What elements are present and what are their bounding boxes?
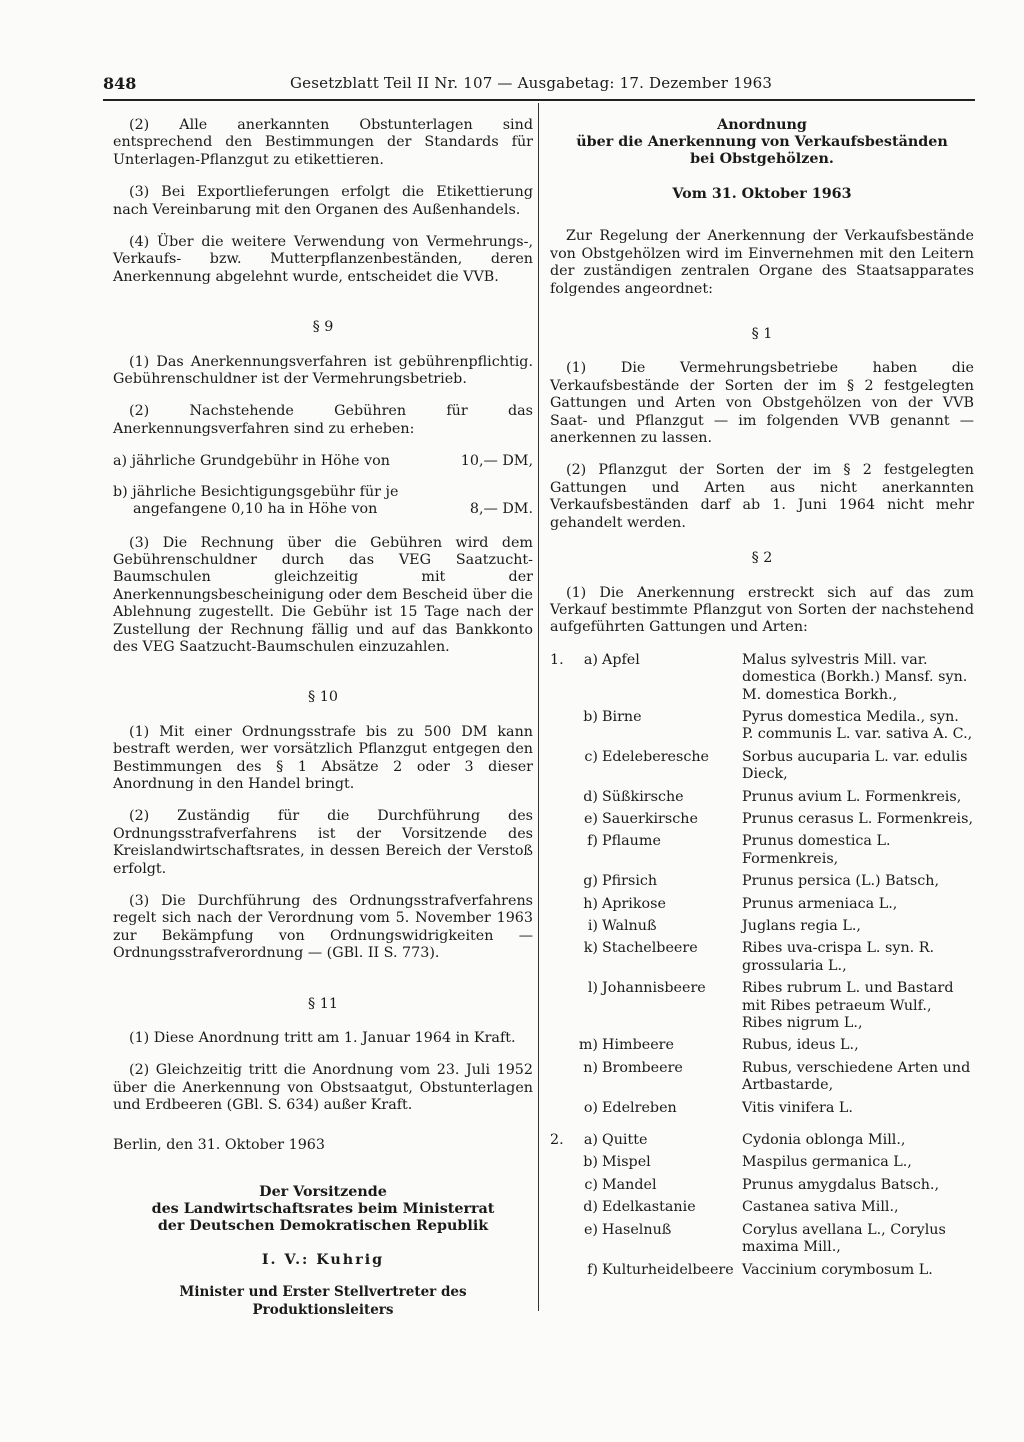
item-letter: m) xyxy=(578,1037,598,1054)
scientific-name: Vaccinium corymbosum L. xyxy=(742,1261,933,1278)
section-heading-1: § 1 xyxy=(751,326,773,343)
scientific-name: Ribes uva-crispa L. syn. R. grossularia L., xyxy=(742,940,935,974)
common-name: Apfel xyxy=(602,651,640,668)
common-name: Mandel xyxy=(602,1176,657,1193)
fee-label-line: angefangene 0,10 ha in Höhe von xyxy=(133,501,378,518)
common-name: Kulturheidelbeere xyxy=(602,1261,734,1278)
item-letter: d) xyxy=(583,1199,598,1216)
scientific-name: Sorbus aucuparia L. var. edulis Dieck, xyxy=(742,748,968,783)
common-name: Pfirsich xyxy=(602,873,658,890)
paragraph: (1) Die Vermehrungsbetriebe haben die Verkaufsbestände der Sorten der im § 2 festgelegten Gattungen und Arten von Obstgehölzen von der VVB Saat- und Pflanzgut — im folgenden VVB genannt — anerkennen zu lassen. xyxy=(550,360,974,447)
paragraph: (1) Mit einer Ordnungsstrafe bis zu 500 DM kann bestraft werden, wer vorsätzlich Pflanzgut entgegen den Bestimmungen des § 1 Absätze 2 oder 3 dieser Anordnung in den Handel bringt. xyxy=(113,723,533,792)
scientific-name: Prunus domestica L. Formenkreis, xyxy=(742,833,891,867)
group-number xyxy=(550,1177,574,1199)
species-row xyxy=(550,896,974,918)
paragraph: (3) Bei Exportlieferungen erfolgt die Etikettierung nach Vereinbarung mit den Organen des Außenhandels. xyxy=(113,184,533,218)
common-name: Himbeere xyxy=(602,1037,674,1054)
paragraph: (1) Diese Anordnung tritt am 1. Januar 1964 in Kraft. xyxy=(129,1030,516,1047)
group-number xyxy=(550,709,574,749)
fee-amount: 8,— DM. xyxy=(469,501,533,518)
common-name: Pflaume xyxy=(602,833,661,850)
species-row xyxy=(550,1177,974,1199)
paragraph: (1) Das Anerkennungsverfahren ist gebührenpflichtig. Gebührenschuldner ist der Vermehrungsbetrieb. xyxy=(113,353,533,388)
species-row xyxy=(550,1199,974,1221)
fee-label xyxy=(113,484,470,519)
common-name: Edelkastanie xyxy=(602,1199,696,1216)
scientific-name: Castanea sativa Mill., xyxy=(742,1199,899,1216)
group-number xyxy=(550,918,574,940)
signer-title: Minister und Erster Stellvertreter des Produktionsleiters xyxy=(179,1284,467,1318)
item-letter: e) xyxy=(583,1221,598,1238)
species-row xyxy=(550,980,974,1037)
section-heading-9: § 9 xyxy=(312,319,334,336)
common-name: Sauerkirsche xyxy=(602,810,698,827)
common-name: Quitte xyxy=(602,1132,648,1149)
section-heading-11: § 11 xyxy=(308,995,338,1012)
species-row xyxy=(550,1100,974,1122)
item-letter: c) xyxy=(584,1176,598,1193)
paragraph: (3) Die Rechnung über die Gebühren wird dem Gebührenschuldner durch das VEG Saatzucht-Baumschulen gleichzeitig mit der Anerkennungsbescheinigung oder dem Bescheid über die Ablehnung zugestellt. Die Gebühr ist 15 Tage nach der Zustellung der Rechnung fällig und auf das Bankkonto des VEG Saatzucht-Baumschulen einzuzahlen. xyxy=(113,534,533,655)
ordinance-date: Vom 31. Oktober 1963 xyxy=(672,186,852,202)
item-letter: a) xyxy=(583,1132,598,1149)
common-name: Edeleberesche xyxy=(602,748,710,765)
species-row xyxy=(550,1122,974,1154)
scientific-name: Prunus persica (L.) Batsch, xyxy=(742,873,940,890)
species-row xyxy=(550,940,974,980)
item-letter: d) xyxy=(583,788,598,805)
item-letter: i) xyxy=(587,918,598,934)
common-name: Brombeere xyxy=(602,1059,683,1076)
species-row xyxy=(550,873,974,895)
scientific-name: Prunus amygdalus Batsch., xyxy=(742,1176,940,1193)
item-letter: b) xyxy=(583,1154,598,1171)
item-letter: l) xyxy=(587,980,598,997)
group-number xyxy=(550,789,574,811)
scientific-name: Pyrus domestica Medila., syn. P. communis L. var. sativa A. C., xyxy=(742,708,973,743)
common-name: Mispel xyxy=(602,1154,651,1171)
section-heading-10: § 10 xyxy=(308,689,338,706)
ordinance-title: Anordnung xyxy=(717,117,807,133)
running-header: Gesetzblatt Teil II Nr. 107 — Ausgabetag: 17. Dezember 1963 xyxy=(290,74,773,92)
scientific-name: Rubus, ideus L., xyxy=(742,1037,859,1054)
species-row xyxy=(550,749,974,789)
fee-label-line: b) jährliche Besichtigungsgebühr für je xyxy=(113,483,399,500)
species-table xyxy=(550,652,974,1284)
common-name: Birne xyxy=(602,708,642,725)
right-column xyxy=(550,117,974,1284)
left-column xyxy=(113,117,533,1319)
fee-item-a xyxy=(113,453,533,470)
preamble: Zur Regelung der Anerkennung der Verkaufsbestände von Obstgehölzen wird im Einvernehmen mit den Leitern der zuständigen zentralen Organe des Staatsapparates folgendes angeordnet: xyxy=(550,228,974,297)
group-number xyxy=(550,1154,574,1176)
species-row xyxy=(550,1060,974,1100)
item-letter: n) xyxy=(583,1059,598,1076)
item-letter: c) xyxy=(584,748,598,765)
group-number xyxy=(550,1100,574,1122)
group-number xyxy=(550,833,574,873)
paragraph: (2) Alle anerkannten Obstunterlagen sind entsprechend den Bestimmungen der Standards für Unterlagen-Pflanzgut zu etikettieren. xyxy=(113,117,533,168)
scientific-name: Malus sylvestris Mill. var. domestica (Borkh.) Mansf. syn. M. domestica Borkh., xyxy=(742,651,968,703)
species-row xyxy=(550,652,974,709)
item-letter: k) xyxy=(583,940,598,957)
section-heading-2: § 2 xyxy=(751,550,773,567)
scientific-name: Prunus avium L. Formenkreis, xyxy=(742,788,962,805)
signer-line: Der Vorsitzende xyxy=(259,1184,387,1201)
group-number xyxy=(550,940,574,980)
common-name: Edelreben xyxy=(602,1099,677,1116)
place-date: Berlin, den 31. Oktober 1963 xyxy=(113,1136,326,1153)
scientific-name: Prunus cerasus L. Formenkreis, xyxy=(742,810,974,827)
paragraph: (1) Die Anerkennung erstreckt sich auf das zum Verkauf bestimmte Pflanzgut von Sorten der nachstehend aufgeführten Gattungen und Arten: xyxy=(550,584,974,636)
item-letter: o) xyxy=(583,1099,598,1116)
scientific-name: Cydonia oblonga Mill., xyxy=(742,1132,906,1149)
group-number: 1. xyxy=(550,651,564,668)
scientific-name: Juglans regia L., xyxy=(742,918,861,934)
common-name: Walnuß xyxy=(602,918,657,934)
paragraph: (2) Gleichzeitig tritt die Anordnung vom 23. Juli 1952 über die Anerkennung von Obstsaatgut, Obstunterlagen und Erdbeeren (GBl. S. 634) außer Kraft. xyxy=(113,1062,533,1114)
paragraph: (4) Über die weitere Verwendung von Vermehrungs-, Verkaufs- bzw. Mutterpflanzenbeständen, deren Anerkennung abgelehnt wurde, entscheidet die VVB. xyxy=(113,234,533,285)
signer-name: I. V.: Kuhrig xyxy=(261,1252,385,1269)
species-row xyxy=(550,709,974,749)
item-letter: b) xyxy=(583,708,598,725)
species-row xyxy=(550,789,974,811)
group-number: 2. xyxy=(550,1132,564,1149)
paragraph: (2) Zuständig für die Durchführung des Ordnungsstrafverfahrens ist der Vorsitzende des Kreislandwirtschaftsrates, in dessen Bereich der Verstoß erfolgt. xyxy=(113,808,533,877)
common-name: Süßkirsche xyxy=(602,788,684,805)
common-name: Stachelbeere xyxy=(602,940,698,957)
species-row xyxy=(550,1262,974,1284)
scientific-name: Rubus, verschiedene Arten und Artbastarde, xyxy=(742,1059,971,1094)
paragraph: (3) Die Durchführung des Ordnungsstrafverfahrens regelt sich nach der Verordnung vom 5. November 1963 zur Bekämpfung von Ordnungswidrigkeiten — Ordnungsstrafverordnung — (GBl. II S. 773). xyxy=(113,893,533,962)
scientific-name: Corylus avellana L., Corylus maxima Mill., xyxy=(742,1221,946,1256)
group-number xyxy=(550,873,574,895)
group-number xyxy=(550,1060,574,1100)
paragraph: (2) Nachstehende Gebühren für das Anerkennungsverfahren sind zu erheben: xyxy=(113,403,533,437)
group-number xyxy=(550,749,574,789)
header-rule xyxy=(103,99,975,101)
species-row xyxy=(550,918,974,940)
group-number xyxy=(550,1222,574,1262)
ordinance-title: über die Anerkennung von Verkaufsbeständen xyxy=(576,134,948,150)
scientific-name: Vitis vinifera L. xyxy=(742,1099,853,1116)
paragraph: (2) Pflanzgut der Sorten der im § 2 festgelegten Gattungen und Arten aus nicht anerkannten Verkaufsbeständen darf ab 1. Juni 1964 nicht mehr gehandelt werden. xyxy=(550,462,974,531)
column-divider xyxy=(538,103,539,1311)
common-name: Haselnuß xyxy=(602,1221,672,1238)
group-number xyxy=(550,1262,574,1284)
common-name: Johannisbeere xyxy=(602,980,706,997)
scientific-name: Prunus armeniaca L., xyxy=(742,895,898,912)
fee-amount: 10,— DM, xyxy=(460,453,533,470)
scientific-name: Ribes rubrum L. und Bastard mit Ribes petraeum Wulf., Ribes nigrum L., xyxy=(742,980,954,1032)
fee-label: a) jährliche Grundgebühr in Höhe von xyxy=(113,453,390,470)
group-number xyxy=(550,811,574,833)
item-letter: f) xyxy=(587,1261,598,1278)
item-letter: a) xyxy=(583,651,598,668)
ordinance-title: bei Obstgehölzen. xyxy=(690,151,834,167)
species-row xyxy=(550,1154,974,1176)
item-letter: e) xyxy=(583,810,598,827)
group-number xyxy=(550,896,574,918)
fee-item-b xyxy=(113,484,533,519)
page-number: 848 xyxy=(103,74,137,93)
group-number xyxy=(550,1199,574,1221)
item-letter: g) xyxy=(583,873,598,890)
signer-line: der Deutschen Demokratischen Republik xyxy=(157,1218,489,1235)
species-row xyxy=(550,1222,974,1262)
signer-line: des Landwirtschaftsrates beim Ministerrat xyxy=(151,1201,495,1218)
species-row xyxy=(550,1037,974,1059)
group-number xyxy=(550,980,574,1037)
species-row xyxy=(550,833,974,873)
item-letter: f) xyxy=(587,833,598,850)
common-name: Aprikose xyxy=(602,895,666,912)
scientific-name: Maspilus germanica L., xyxy=(742,1154,912,1171)
species-row xyxy=(550,811,974,833)
item-letter: h) xyxy=(583,895,598,912)
group-number xyxy=(550,1037,574,1059)
